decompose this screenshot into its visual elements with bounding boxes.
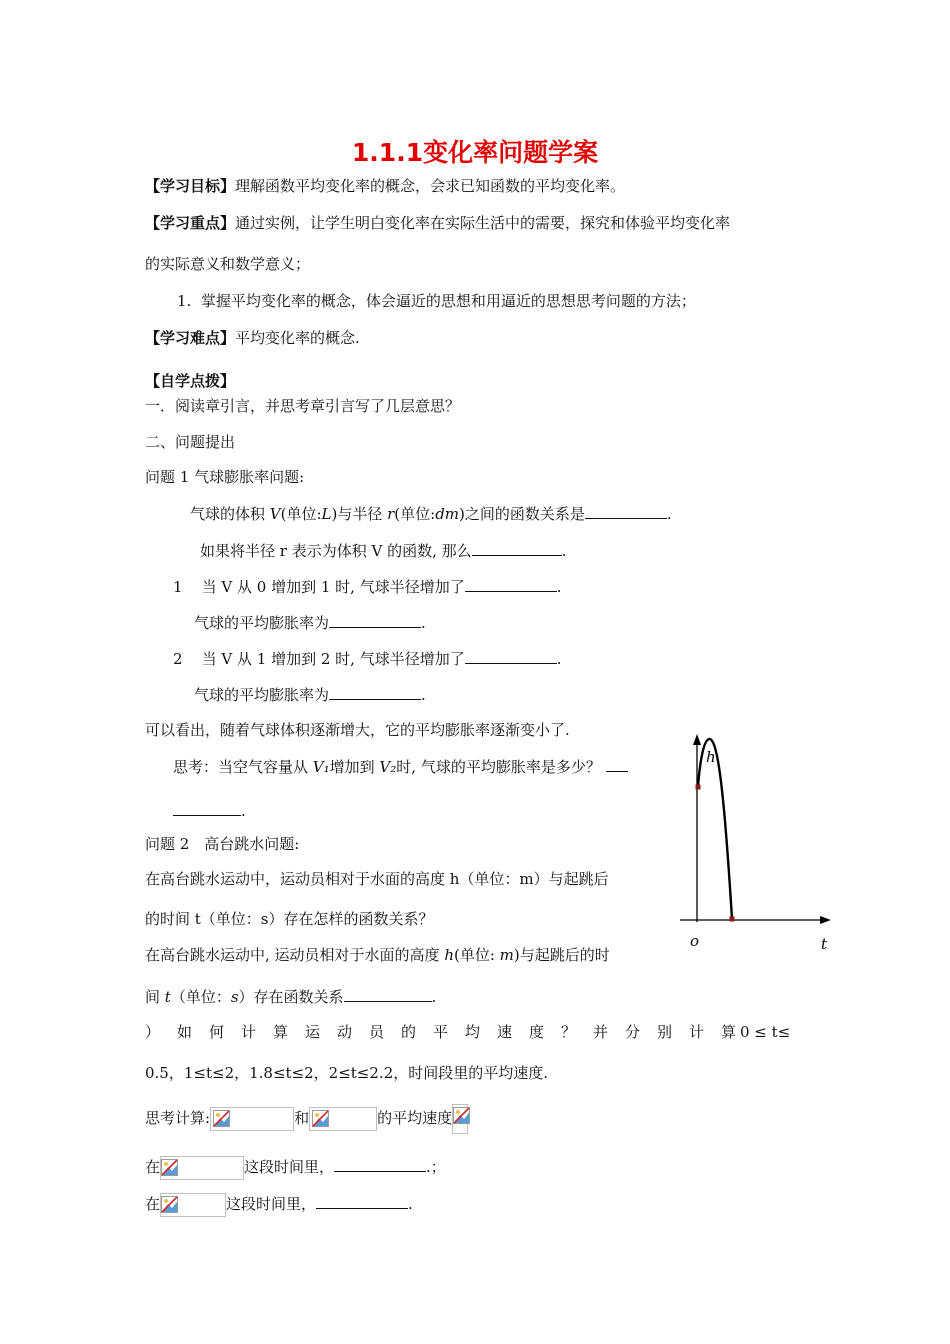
q1-text: 气球的平均膨胀率为 [194,614,330,632]
item-number: 2 [173,650,183,668]
q2-interval-1 [145,1156,446,1180]
answer-blank [329,612,421,628]
q2-interval-2 [145,1193,413,1217]
objective-tag: 【学习目标】 [145,177,236,195]
q2-para-1a: 在高台跳水运动中，运动员相对于水面的高度 h（单位：m）与起跳后 [145,870,609,888]
q1-text: . [556,650,562,668]
q1-text: . [421,686,426,704]
q2-text: 和 [294,1109,310,1127]
missing-image-icon [160,1156,244,1180]
answer-blank [472,540,562,556]
keypoints-item-number: 1. [177,292,192,310]
answer-blank [465,576,557,592]
difficulty-tag: 【学习难点】 [145,329,236,347]
q1-item-1 [173,576,561,597]
keypoints-text-1: 通过实例，让学生明白变化率在实际生活中的需要，探究和体验平均变化率 [235,214,731,232]
q2-para-2b [145,986,436,1007]
q1-text: 当 V 从 1 增加到 2 时, 气球半径增加了 [201,650,465,668]
missing-image-icon [309,1107,377,1131]
unit-s: s [230,988,239,1006]
q1-rate-1 [194,612,426,633]
q2-text: 在 [145,1195,161,1213]
var-t: t [164,988,171,1006]
q2-text: .； [426,1158,446,1176]
q1-line-2 [200,540,566,561]
var-V: V [269,505,281,523]
axis-label-t: t [821,935,828,953]
keypoints-item-text: 掌握平均变化率的概念，体会逼近的思想和用逼近的思想思考问题的方法； [200,292,696,310]
q1-text: (单位: [394,505,436,523]
q2-text: 的平均速度 [377,1109,453,1127]
var-h: h [444,946,454,964]
q2-text: 在 [145,1158,161,1176]
selfstudy-heading: 【自学点拨】 [145,372,236,390]
origin-label: o [690,932,700,950]
q1-text: . [556,578,562,596]
q2-calc-line [145,1104,468,1134]
q2-text: （单位： [170,988,231,1006]
problem-1-title: 问题 1 气球膨胀率问题: [145,468,305,486]
section-one: 一．阅读章引言，并思考章引言写了几层意思？ [145,397,461,415]
q1-text: . [666,505,672,523]
q2-text: 思考计算: [145,1109,211,1127]
objective-text: 理解函数平均变化率的概念，会求已知函数的平均变化率。 [235,177,626,195]
unit-L: L [321,505,332,523]
q1-text: 当 V 从 0 增加到 1 时, 气球半径增加了 [201,578,465,596]
unit-m: m [499,946,514,964]
x-axis-arrow-icon [820,916,831,924]
q1-text: . [561,542,567,560]
answer-blank [334,1156,426,1172]
q2-text: ）如何计算运动员的平均速度？并分别计算 [145,1023,754,1041]
q1-text: . [421,614,426,632]
q1-text: (单位: [280,505,322,523]
q2-text: (单位: [453,946,500,964]
axis-label-h: h [706,748,716,766]
q2-text: 间 [145,988,165,1006]
q1-think [173,756,628,777]
missing-image-icon [160,1193,226,1217]
diving-height-graph [670,730,840,960]
q2-text: . [408,1195,413,1213]
problem-2-title: 问题 2 高台跳水问题: [145,835,300,853]
answer-blank [329,684,421,700]
keypoints-line [145,213,730,233]
difficulty-text: 平均变化率的概念. [235,329,360,347]
start-point [696,785,701,790]
q1-text: 思考：当空气容量从 [173,758,313,776]
q2-text: 这段时间里， [244,1158,335,1176]
var-V2: V₂ [379,758,397,776]
answer-blank [344,986,432,1002]
q1-text: )之间的函数关系是 [459,505,585,523]
answer-blank [585,503,667,519]
missing-image-icon [210,1107,294,1131]
section-two: 二、问题提出 [145,433,236,451]
q1-text: . [241,802,246,820]
missing-image-icon [452,1104,468,1134]
q1-rate-2 [194,684,426,705]
page-title: 1.1.1变化率问题学案 [351,138,599,167]
y-axis-arrow-icon [693,734,701,745]
q1-item-2 [173,648,561,669]
q2-text: ）存在函数关系 [238,988,344,1006]
difficulty-line [145,328,360,348]
q2-text: . [431,988,437,1006]
objective-line [145,176,625,196]
q1-text: 增加到 [329,758,380,776]
answer-blank [173,800,241,816]
q1-text: 如果将半径 r 表示为体积 V 的函数, 那么 [200,542,472,560]
item-number: 1 [173,578,183,596]
q1-text: 气球的平均膨胀率为 [194,686,330,704]
answer-blank [606,756,628,772]
keypoints-item [177,291,696,311]
var-r: r [387,505,395,523]
q1-text: 气球的体积 [190,505,270,523]
keypoints-text-2: 的实际意义和数学意义； [145,255,311,273]
q2-para-2a [145,945,610,965]
q1-conclusion: 可以看出，随着气球体积逐渐增大，它的平均膨胀率逐渐变小了. [145,721,570,739]
q2-text: )与起跳后的时 [513,946,610,964]
answer-blank [465,648,557,664]
q2-para-1b: 的时间 t（单位：s）存在怎样的函数关系？ [145,910,434,928]
entry-point [730,917,735,922]
keypoints-tag: 【学习重点】 [145,214,236,232]
unit-dm: dm [435,505,460,523]
q2-text: 这段时间里， [226,1195,317,1213]
q2-ask-line-1 [145,1022,753,1042]
answer-blank [316,1193,408,1209]
var-V1: V₁ [312,758,330,776]
q2-ask-line-2: 0.5，1≤t≤2，1.8≤t≤2，2≤t≤2.2，时间段里的平均速度. [145,1064,549,1082]
q2-text: 在高台跳水运动中, 运动员相对于水面的高度 [145,946,445,964]
q1-line-1 [190,503,672,524]
q1-text: 时, 气球的平均膨胀率是多少？ [396,758,601,776]
q1-text: )与半径 [331,505,388,523]
q2-ask-line-1-tail: 0 ≤ t≤ [740,1023,791,1041]
q1-think-cont [173,800,246,821]
